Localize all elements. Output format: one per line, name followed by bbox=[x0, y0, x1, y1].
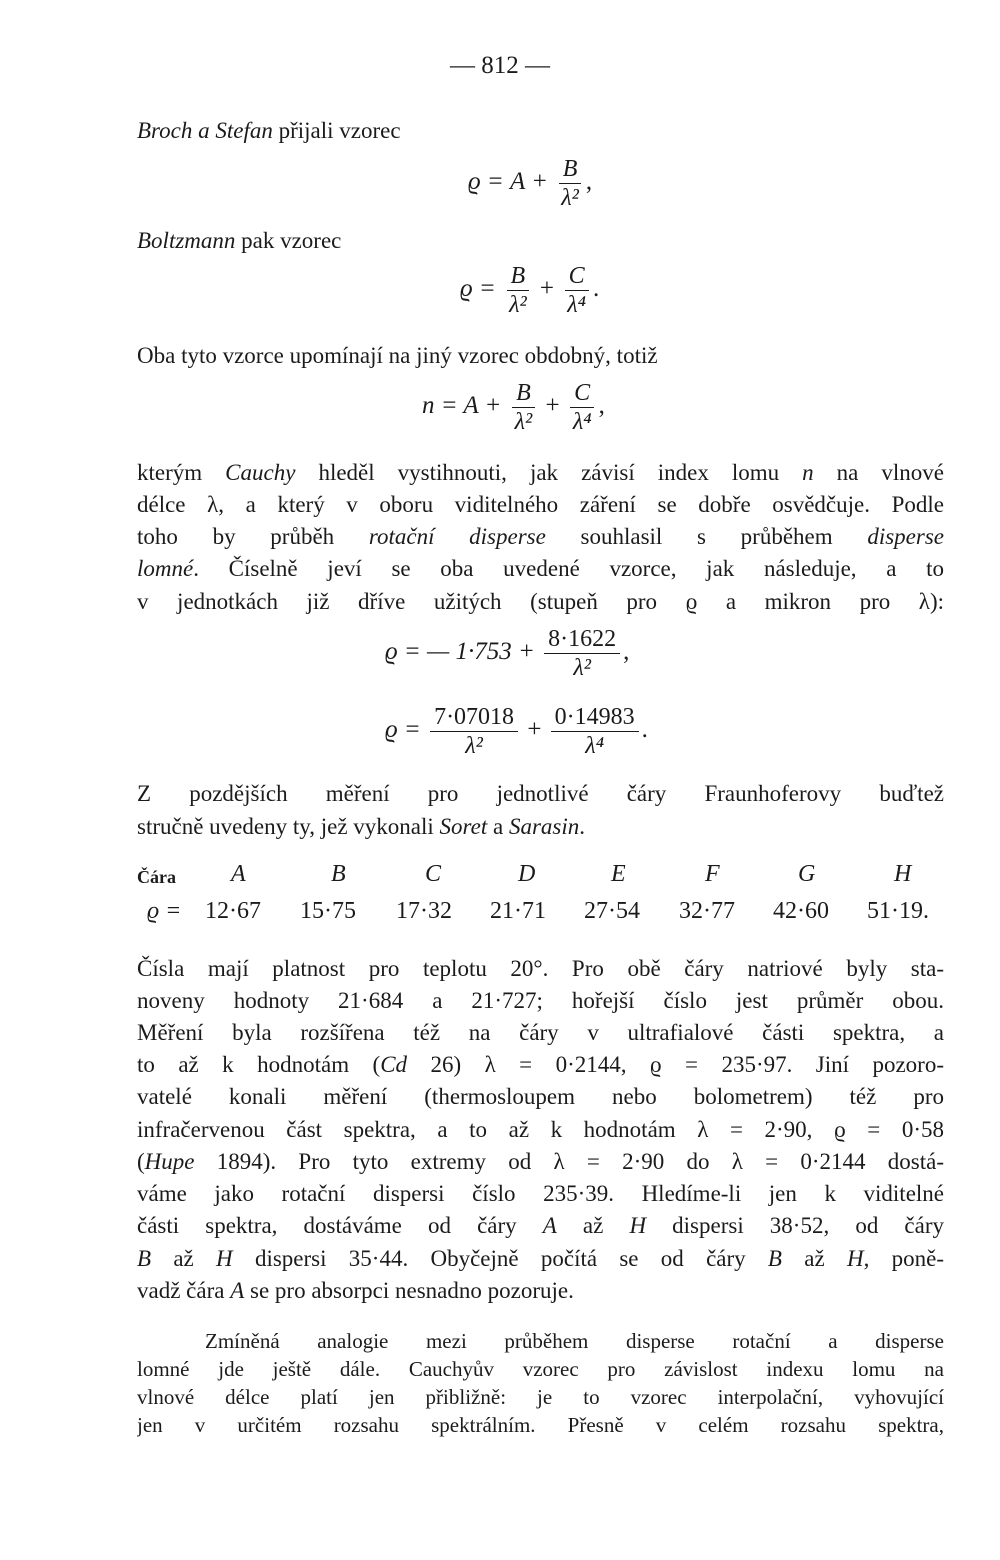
table-col-F: F bbox=[705, 861, 720, 887]
para2-line-5: v jednotkách již dříve užitých (stupeň pro ϱ a mikron pro λ): bbox=[137, 589, 944, 614]
table-value-E: 27·54 bbox=[584, 898, 640, 924]
table-header-row bbox=[137, 861, 944, 891]
table-value-G: 42·60 bbox=[773, 898, 829, 924]
page-number: — 812 — bbox=[450, 52, 550, 79]
para2-line-3: toho by průběh rotační disperse souhlasil s průběhem disperse bbox=[137, 524, 944, 549]
intro-line-1: Broch a Stefan přijali vzorec bbox=[137, 118, 401, 143]
para2-line-1: kterým Cauchy hleděl vystihnouti, jak závisí index lomu n na vlnové bbox=[137, 460, 944, 485]
table-value-F: 32·77 bbox=[679, 898, 735, 924]
table-value-H: 51·19. bbox=[867, 898, 929, 924]
table-value-A: 12·67 bbox=[205, 898, 261, 924]
equation-3: n = A + $\frac{B}{\text{λ²}}$ + $\frac{C}{\text{λ⁴}}$ , bbox=[422, 380, 605, 435]
author-names: Broch a Stefan bbox=[137, 118, 273, 143]
para2-line-4: lomné. Číselně jeví se oba uvedené vzorce, jak následuje, a to bbox=[137, 556, 944, 581]
para2-line-2: délce λ, a který v oboru viditelného záření se dobře osvědčuje. Podle bbox=[137, 492, 944, 517]
table-col-H: H bbox=[894, 861, 912, 887]
para4-line-4: to až k hodnotám (Cd 26) λ = 0·2144, ϱ = 235·97. Jiní pozoro- bbox=[137, 1052, 944, 1077]
table-value-C: 17·32 bbox=[396, 898, 452, 924]
table-value-row bbox=[137, 898, 944, 928]
table-label: Čára bbox=[137, 867, 176, 887]
table-col-E: E bbox=[611, 861, 626, 887]
para5-line-2: lomné jde ještě dále. Cauchyův vzorec pro závislost indexu lomu na bbox=[137, 1357, 944, 1381]
para1-line-1: Oba tyto vzorce upomínají na jiný vzorec obdobný, totiž bbox=[137, 343, 658, 368]
para4-line-5: vatelé konali měření (thermosloupem nebo bolometrem) též pro bbox=[137, 1084, 944, 1109]
equation-2: ϱ = $\frac{B}{\text{λ²}}$ + $\frac{C}{\text{λ⁴}}$ . bbox=[460, 263, 600, 318]
table-value-B: 15·75 bbox=[300, 898, 356, 924]
para4-line-1: Čísla mají platnost pro teplotu 20°. Pro obě čáry natriové byly sta- bbox=[137, 956, 944, 981]
para5-line-3: vlnové délce platí jen přibližně: je to vzorec interpolační, vyhovující bbox=[137, 1385, 944, 1409]
para4-line-9: části spektra, dostáváme od čáry A až H dispersi 38·52, od čáry bbox=[137, 1213, 944, 1238]
para3-line-2: stručně uvedeny ty, jež vykonali Soret a Sarasin. bbox=[137, 814, 585, 839]
table-col-B: B bbox=[331, 861, 346, 887]
para4-line-11: vadž čára A se pro absorpci nesnadno pozoruje. bbox=[137, 1278, 574, 1303]
para4-line-2: noveny hodnoty 21·684 a 21·727; hořejší číslo jest průměr obou. bbox=[137, 988, 944, 1013]
para4-line-6: infračervenou část spektra, a to až k hodnotám λ = 2·90, ϱ = 0·58 bbox=[137, 1117, 944, 1142]
table-col-G: G bbox=[798, 861, 816, 887]
para4-line-3: Měření byla rozšířena též na čáry v ultrafialové části spektra, a bbox=[137, 1020, 944, 1045]
para4-line-8: váme jako rotační dispersi číslo 235·39. Hledíme-li jen k viditelné bbox=[137, 1181, 944, 1206]
table-col-C: C bbox=[425, 861, 442, 887]
para4-line-10: B až H dispersi 35·44. Obyčejně počítá se od čáry B až H, poně- bbox=[137, 1246, 944, 1271]
para3-line-1: Z pozdějších měření pro jednotlivé čáry Fraunhoferovy buďtež bbox=[137, 781, 944, 806]
table-value-D: 21·71 bbox=[490, 898, 546, 924]
equation-1: ϱ = A + $\frac{B}{\text{λ²}}$ , bbox=[468, 156, 593, 211]
rho-label: ϱ = bbox=[147, 898, 182, 924]
intro-line-2: Boltzmann pak vzorec bbox=[137, 228, 342, 253]
para5-line-4: jen v určitém rozsahu spektrálním. Přesně v celém rozsahu spektra, bbox=[137, 1413, 944, 1437]
para4-line-7: (Hupe 1894). Pro tyto extremy od λ = 2·90 do λ = 0·2144 dostá- bbox=[137, 1149, 944, 1174]
para5-line-1: Zmíněná analogie mezi průběhem disperse rotační a disperse bbox=[205, 1329, 944, 1353]
equation-5: ϱ = $\frac{7\cdot 07018}{\text{λ²}}$ + $\frac{0\cdot 14983}{\text{λ⁴}}$ . bbox=[385, 704, 648, 759]
author-name: Boltzmann bbox=[137, 228, 236, 253]
table-col-A: A bbox=[231, 861, 246, 887]
fraction: $\frac{B}{\text{λ²}}$ bbox=[557, 157, 583, 210]
table-col-D: D bbox=[518, 861, 536, 887]
equation-4: ϱ = — 1·753 + $\frac{8\cdot 1622}{\text{λ²}}$ , bbox=[385, 626, 630, 681]
